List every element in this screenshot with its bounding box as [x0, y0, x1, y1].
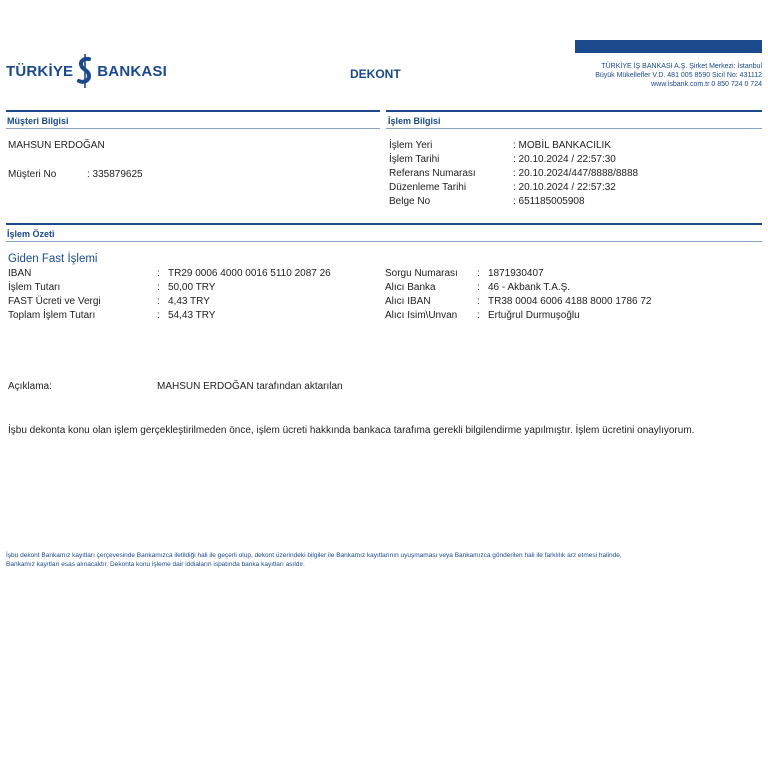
summary-separator: : [157, 282, 160, 293]
customer-section-underline [6, 128, 380, 129]
summary-separator: : [157, 268, 160, 279]
summary-label: Alıcı Isim\Unvan [385, 310, 458, 321]
fee-consent-notice: İşbu dekonta konu olan işlem gerçekleştirilmeden önce, işlem ücreti hakkında bankaca tarafıma gerekli bilgilendirme yapılmıştır. İşlem ücretini onaylıyorum. [8, 425, 695, 436]
company-info [576, 62, 762, 89]
footer-line: Bankamız kayıtları esas alınacaktır. Dekonta konu işleme dair iddiaların ispatında banka kayıtları asıldır. [6, 561, 305, 568]
summary-value: 1871930407 [488, 268, 544, 279]
summary-value: Ertuğrul Durmuşoğlu [488, 310, 580, 321]
company-line: Büyük Mükellefler V.D. 481 005 8590 Sicil No: 431112 [595, 72, 762, 79]
header-color-bar [575, 40, 762, 53]
summary-value: TR38 0004 6006 4188 8000 1786 72 [488, 296, 652, 307]
isbank-logo-icon [74, 52, 96, 90]
document-title: DEKONT [350, 67, 401, 81]
summary-separator: : [157, 296, 160, 307]
description-value: MAHSUN ERDOĞAN tarafından aktarılan [157, 381, 343, 392]
transaction-value: : 20.10.2024 / 22:57:30 [513, 154, 616, 165]
logo-text-left: TÜRKİYE [6, 62, 74, 80]
summary-label: Alıcı IBAN [385, 296, 431, 307]
summary-value: TR29 0006 4000 0016 5110 2087 26 [168, 268, 331, 279]
summary-section-rule [6, 223, 762, 225]
summary-value: 4,43 TRY [168, 296, 210, 307]
transaction-section-rule [386, 110, 762, 112]
legal-footer [6, 551, 762, 569]
summary-label: Toplam İşlem Tutarı [8, 310, 96, 321]
transaction-value: : MOBİL BANKACILIK [513, 140, 611, 151]
transaction-value: : 651185005908 [513, 196, 585, 207]
customer-section-title: Müşteri Bilgisi [7, 116, 69, 126]
summary-label: FAST Ücreti ve Vergi [8, 296, 101, 307]
summary-label: Sorgu Numarası [385, 268, 458, 279]
description-label: Açıklama: [8, 381, 52, 392]
summary-value: 46 - Akbank T.A.Ş. [488, 282, 571, 293]
summary-separator: : [477, 282, 480, 293]
transaction-label: İşlem Tarihi [389, 154, 440, 165]
transaction-label: Referans Numarası [389, 168, 476, 179]
transaction-label: Belge No [389, 196, 431, 207]
transaction-value: : 20.10.2024/447/8888/8888 [513, 168, 639, 179]
logo-text-right: BANKASI [97, 62, 167, 80]
transaction-type-title: Giden Fast İşlemi [8, 253, 98, 265]
summary-label: IBAN [8, 268, 32, 279]
summary-separator: : [477, 268, 480, 279]
customer-no-label: Müşteri No [8, 169, 57, 180]
bank-logo [6, 52, 167, 90]
customer-name: MAHSUN ERDOĞAN [8, 140, 105, 151]
transaction-label: İşlem Yeri [389, 140, 433, 151]
transaction-value: : 20.10.2024 / 22:57:32 [513, 182, 616, 193]
company-line: TÜRKİYE İŞ BANKASI A.Ş. Şirket Merkezi: İstanbul [601, 63, 762, 70]
customer-no-value: : 335879625 [87, 169, 143, 180]
summary-value: 50,00 TRY [168, 282, 216, 293]
transaction-section-title: İşlem Bilgisi [388, 116, 441, 126]
summary-section-underline [6, 241, 762, 242]
summary-separator: : [477, 310, 480, 321]
summary-label: Alıcı Banka [385, 282, 436, 293]
summary-separator: : [157, 310, 160, 321]
summary-section-title: İşlem Özeti [7, 229, 55, 239]
footer-line: İşbu dekont Bankamız kayıtları çerçevesinde Bankamızca iletildiği hali ile geçerli olup, dekont üzerindeki bilgiler ile Bankamız kayıtlarının uyuşmaması veya Bankamızca gönderilen hali ile farklılık arz etmesi halinde, [6, 552, 622, 559]
transaction-label: Düzenleme Tarihi [389, 182, 467, 193]
customer-section-rule [6, 110, 380, 112]
summary-label: İşlem Tutarı [8, 282, 61, 293]
summary-separator: : [477, 296, 480, 307]
company-line: www.isbank.com.tr 0 850 724 0 724 [651, 81, 762, 88]
transaction-section-underline [386, 128, 762, 129]
summary-value: 54,43 TRY [168, 310, 216, 321]
